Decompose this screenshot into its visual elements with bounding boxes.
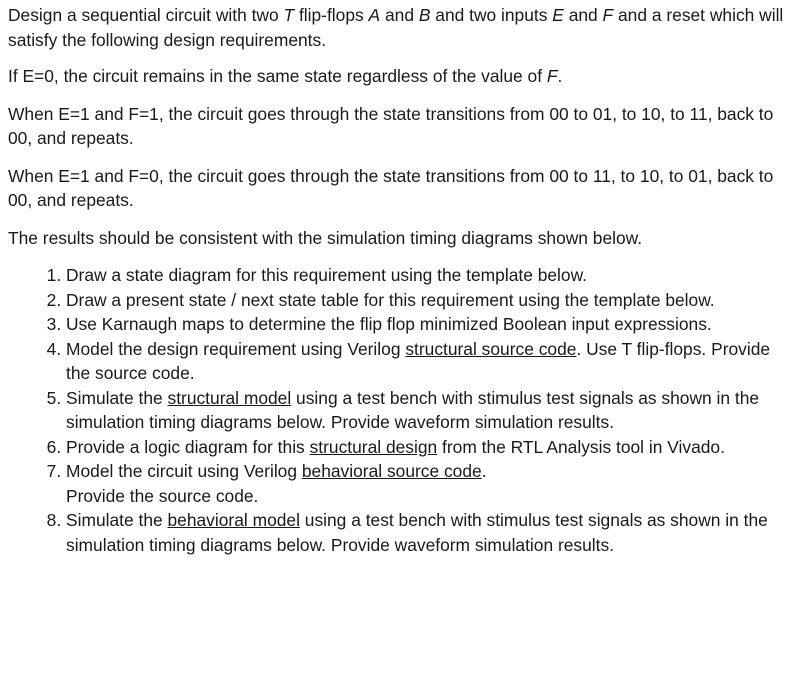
flipflop-type: T — [283, 5, 295, 25]
task-text: Provide the source code. — [66, 485, 259, 506]
task-item-4 — [66, 337, 787, 386]
behavioral-source-code-link[interactable]: behavioral source code — [301, 461, 482, 481]
task-text: from the RTL Analysis tool in Vivado. — [437, 436, 725, 457]
task-text: Simulate the — [66, 387, 168, 408]
task-text: . Use T flip-flops. Provide the source code. — [66, 338, 771, 383]
requirement-text: If E=0, the circuit remains in the same state regardless of the value of — [8, 66, 547, 86]
structural-design-link[interactable]: structural design — [309, 436, 438, 457]
task-text: using a test bench with stimulus test signals as shown in the simulation timing diagrams below. Provide waveform simulation results. — [66, 387, 760, 432]
intro-text: flip-flops — [294, 5, 369, 25]
flipflop-b: B — [418, 5, 431, 25]
task-item-3: 3. Use Karnaugh maps to determine the flip flop minimized Boolean input expressions. — [66, 312, 787, 337]
task-text: . — [481, 461, 487, 481]
task-item-1: 1. Draw a state diagram for this requirement using the template below. — [66, 263, 787, 288]
input-f: F — [546, 66, 558, 86]
intro-text: and two inputs — [430, 5, 553, 25]
task-list — [8, 263, 787, 557]
task-item-7 — [66, 459, 787, 508]
intro-text: Design a sequential circuit with two — [8, 5, 284, 25]
intro-text: and a reset which will satisfy the following design requirements. — [8, 5, 784, 50]
requirement-e0 — [8, 64, 787, 89]
structural-model-link[interactable]: structural model — [167, 387, 292, 408]
intro-text: and — [380, 5, 419, 25]
task-text: Provide a logic diagram for this — [66, 436, 310, 457]
intro-paragraph — [8, 3, 787, 52]
task-item-5 — [66, 386, 787, 435]
behavioral-model-link[interactable]: behavioral model — [167, 510, 300, 530]
flipflop-a: A — [368, 5, 381, 25]
task-text: Model the circuit using Verilog — [66, 461, 302, 481]
input-f: F — [602, 5, 614, 25]
requirement-e1-f0: When E=1 and F=0, the circuit goes through the state transitions from 00 to 11, to 10, to 01, back to 00, and repeats. — [8, 165, 774, 210]
requirement-e1-f1: When E=1 and F=1, the circuit goes through the state transitions from 00 to 01, to 10, to 11, back to 00, and repeats. — [8, 103, 774, 148]
task-text: Simulate the — [66, 510, 168, 530]
task-item-2: 2. Draw a present state / next state table for this requirement using the template below. — [66, 288, 787, 313]
task-text: using a test bench with stimulus test signals as shown in the simulation timing diagrams below. Provide waveform simulation results. — [66, 510, 768, 555]
requirement-text: . — [557, 66, 563, 86]
intro-text: and — [563, 5, 603, 25]
input-e: E — [552, 5, 564, 25]
structural-source-code-link[interactable]: structural source code — [405, 338, 577, 359]
task-item-8 — [66, 508, 787, 557]
task-text: Model the design requirement using Verilog — [66, 338, 406, 359]
task-item-6 — [66, 435, 787, 460]
consistency-note: The results should be consistent with the simulation timing diagrams shown below. — [8, 227, 643, 248]
